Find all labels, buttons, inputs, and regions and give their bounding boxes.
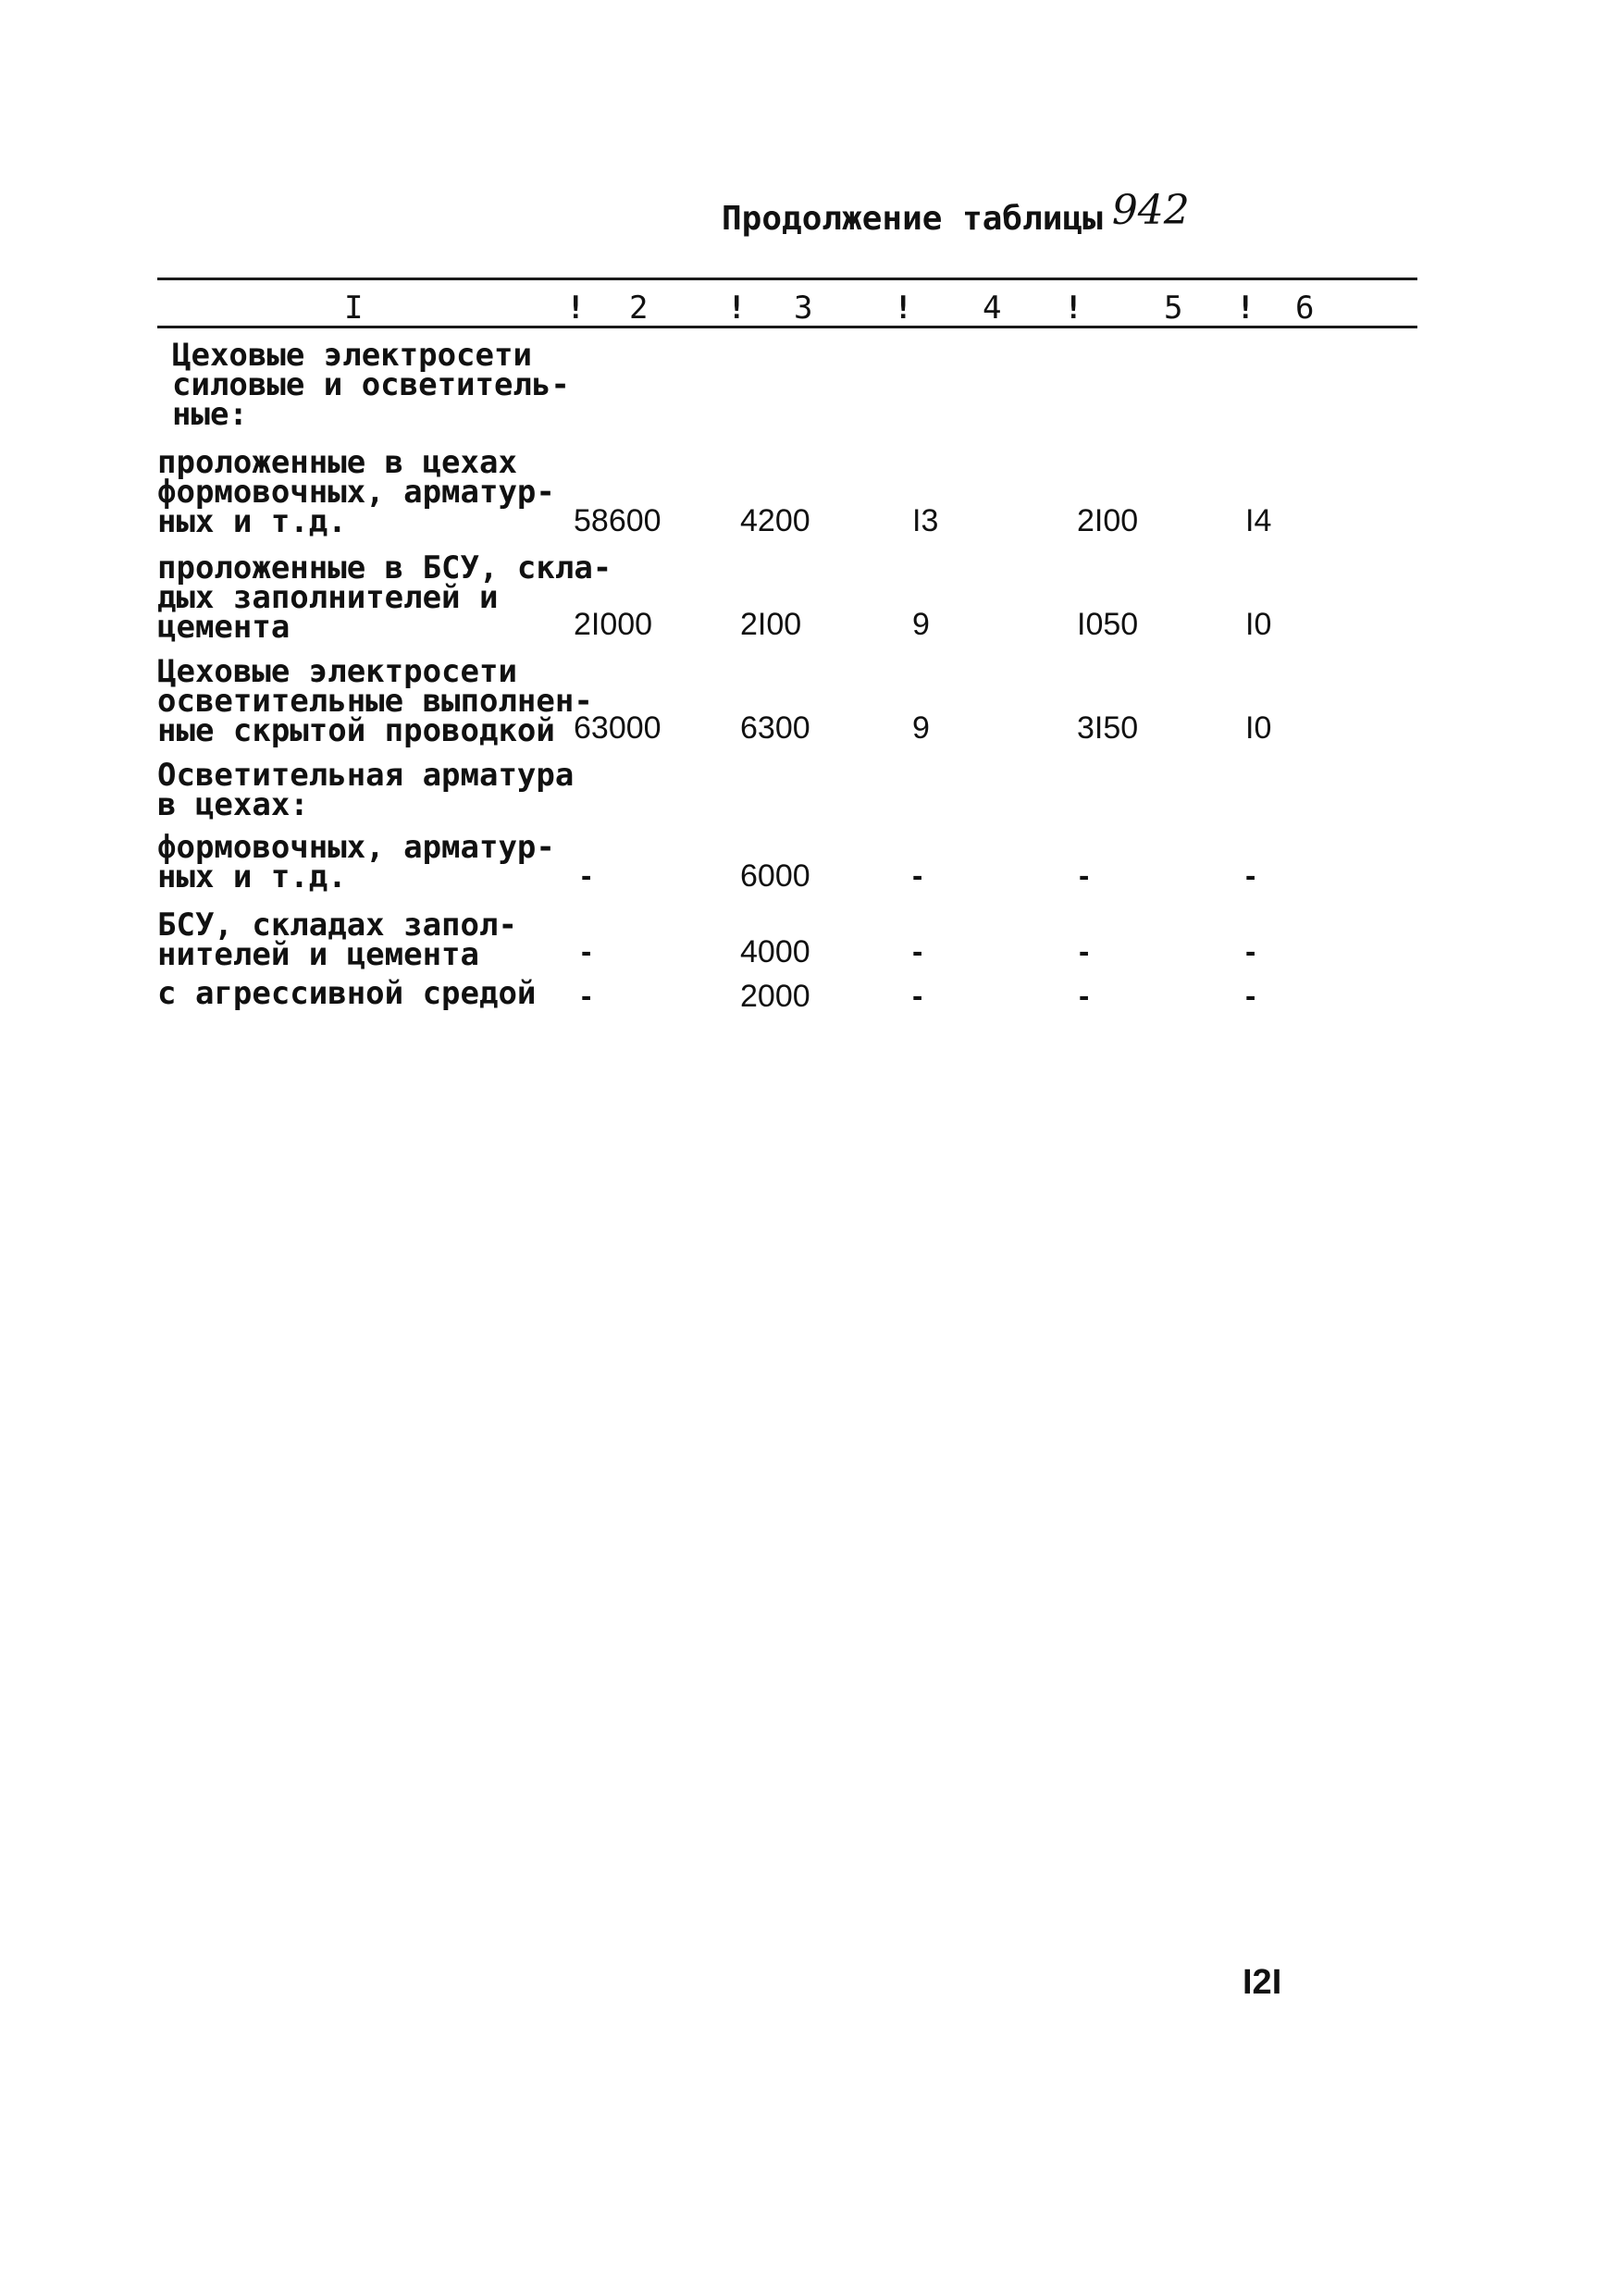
- table-cell: -: [912, 858, 923, 894]
- row-label-lighting-networks: Цеховые электросети осветительные выполнен- ные скрытой проводкой: [157, 653, 593, 749]
- row-label-bsu-warehouses: БСУ, складах запол- нителей и цемента: [157, 907, 517, 973]
- table-cell: 6300: [740, 710, 810, 746]
- column-number-2: 2: [629, 290, 649, 327]
- table-cell: -: [581, 979, 592, 1014]
- table-cell: 2I00: [1077, 503, 1139, 538]
- table-cell: I0: [1245, 710, 1272, 746]
- table-cell: -: [581, 858, 592, 894]
- table-cell: -: [1079, 979, 1090, 1014]
- table-cell: 63000: [574, 710, 662, 746]
- column-separator: !: [894, 290, 913, 327]
- row-label-laid-in-bsu: проложенные в БСУ, скла- дых заполнителей и цемента: [157, 549, 612, 646]
- table-cell: I4: [1245, 503, 1272, 538]
- column-number-4: 4: [983, 290, 1002, 327]
- table-cell: 4000: [740, 934, 810, 969]
- table-top-rule: [157, 278, 1417, 280]
- table-cell: -: [581, 934, 592, 969]
- row-label-aggressive-environment: с агрессивной средой: [157, 975, 537, 1012]
- handwritten-table-number: 942: [1111, 187, 1190, 234]
- column-number-1: I: [344, 290, 364, 327]
- row-label-shop-networks: Цеховые электросети силовые и осветитель- ные:: [172, 337, 570, 433]
- row-label-forming-shops: формовочных, арматур- ных и т.д.: [157, 829, 555, 895]
- table-cell: I0: [1245, 607, 1272, 642]
- column-separator: !: [1236, 290, 1255, 327]
- row-label-laid-in-shops: проложенные в цехах формовочных, арматур- ных и т.д.: [157, 444, 555, 540]
- table-cell: -: [1079, 934, 1090, 969]
- table-cell: 3I50: [1077, 710, 1139, 746]
- table-cell: -: [912, 979, 923, 1014]
- column-separator: !: [1064, 290, 1083, 327]
- table-cell: -: [1245, 979, 1256, 1014]
- table-cell: 6000: [740, 858, 810, 894]
- table-cell: -: [1079, 858, 1090, 894]
- table-cell: I3: [912, 503, 939, 538]
- table-continuation-caption: [722, 187, 1190, 240]
- page-number: I2I: [1243, 1963, 1282, 2002]
- table-cell: 2I00: [740, 607, 802, 642]
- table-cell: -: [1245, 934, 1256, 969]
- table-cell: 9: [912, 607, 930, 642]
- column-separator: !: [727, 290, 747, 327]
- table-cell: -: [912, 934, 923, 969]
- table-cell: 4200: [740, 503, 810, 538]
- table-cell: -: [1245, 858, 1256, 894]
- table-cell: 58600: [574, 503, 662, 538]
- table-cell: 2000: [740, 979, 810, 1014]
- row-label-lighting-fixtures: Осветительная арматура в цехах:: [157, 757, 575, 823]
- column-separator: !: [566, 290, 586, 327]
- column-number-6: 6: [1295, 290, 1315, 327]
- table-cell: 2I000: [574, 607, 653, 642]
- column-number-5: 5: [1164, 290, 1183, 327]
- table-cell: 9: [912, 710, 930, 746]
- caption-text: Продолжение таблицы: [722, 200, 1103, 238]
- column-number-3: 3: [794, 290, 813, 327]
- table-cell: I050: [1077, 607, 1139, 642]
